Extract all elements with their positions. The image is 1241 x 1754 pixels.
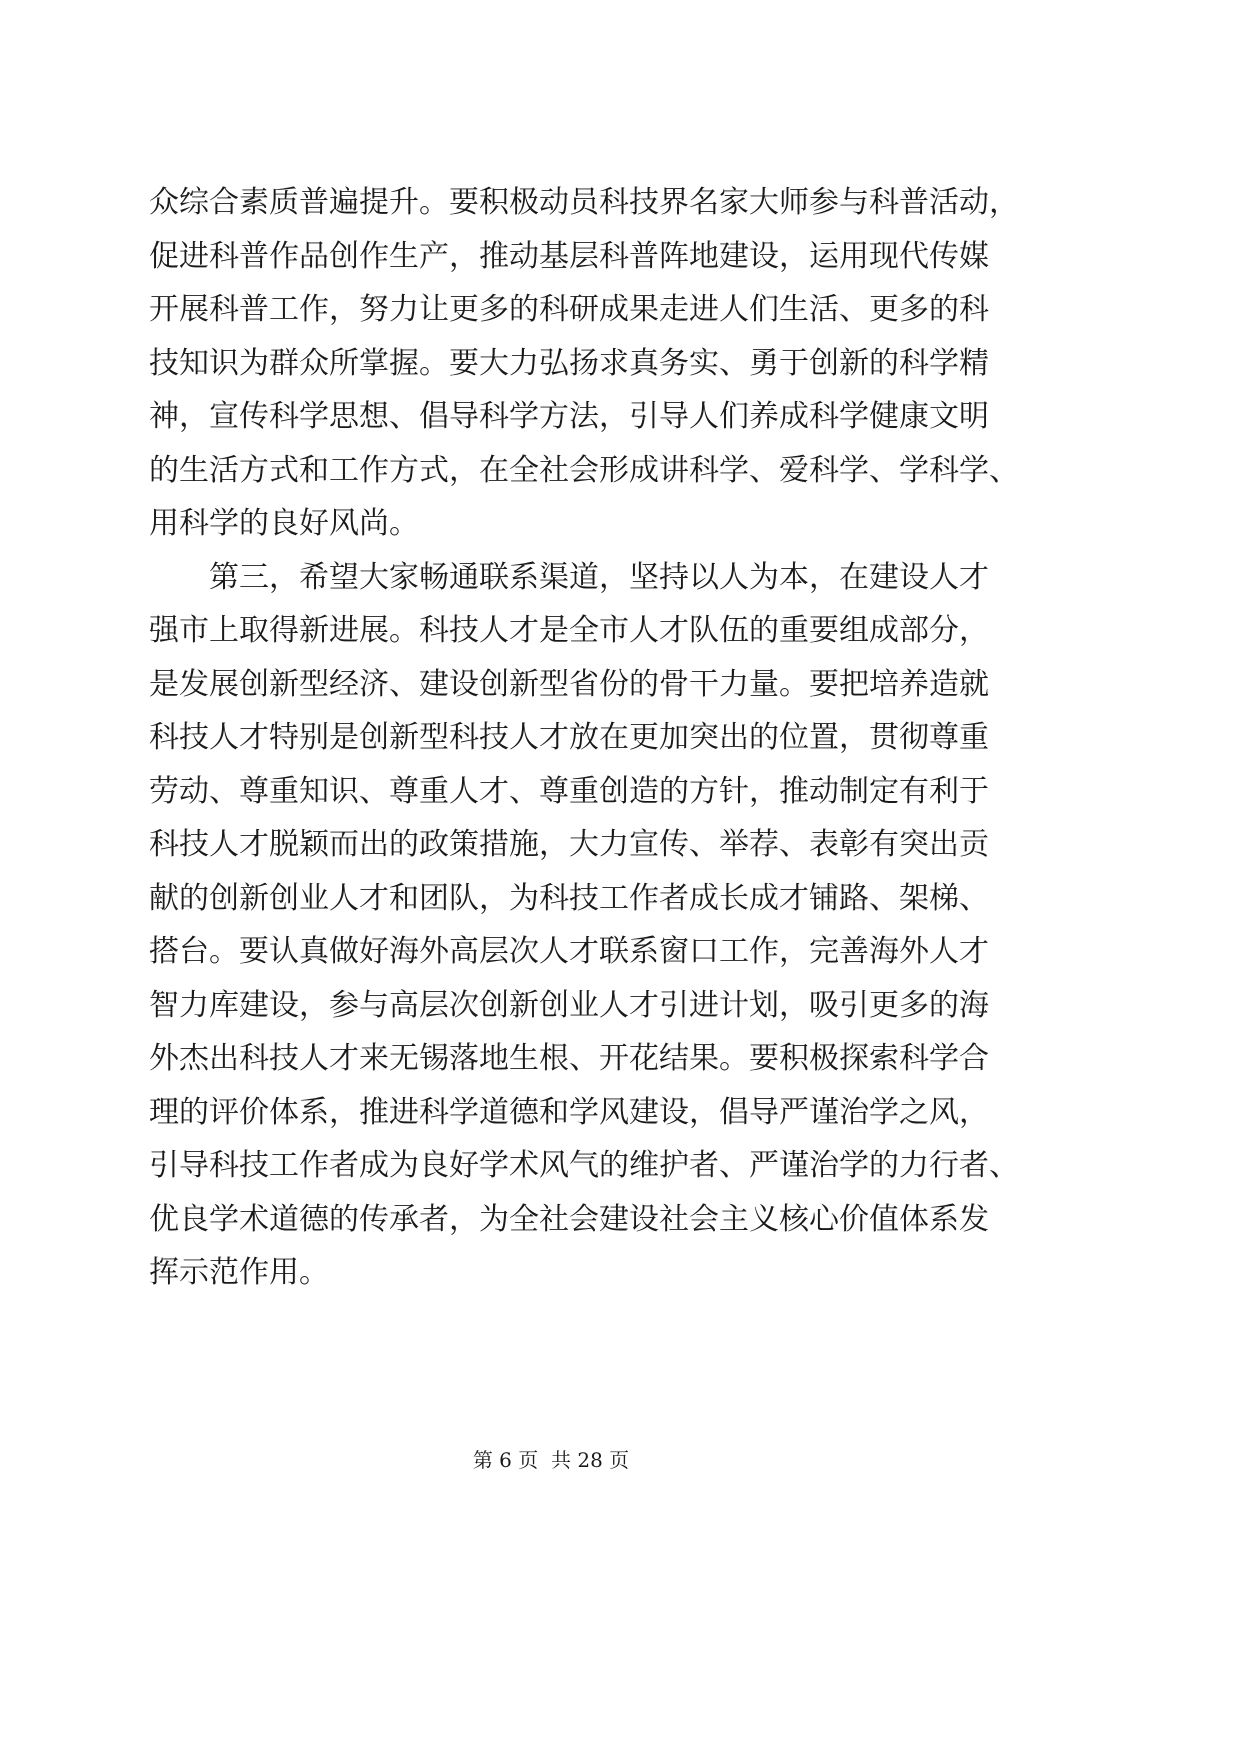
- text-line: 科技人才特别是创新型科技人才放在更加突出的位置，贯彻尊重: [149, 720, 989, 755]
- text-line: 强市上取得新进展。科技人才是全市人才队伍的重要组成部分，: [149, 613, 989, 648]
- text-line: 神，宣传科学思想、倡导科学方法，引导人们养成科学健康文明: [149, 399, 989, 434]
- text-line: 促进科普作品创作生产，推动基层科普阵地建设，运用现代传媒: [149, 238, 989, 274]
- text-line: 挥示范作用。: [149, 1255, 329, 1290]
- text-line: 第三，希望大家畅通联系渠道，坚持以人为本，在建设人才: [209, 559, 989, 595]
- text-line: 用科学的良好风尚。: [149, 506, 419, 541]
- text-line: 优良学术道德的传承者，为全社会建设社会主义核心价值体系发: [149, 1201, 989, 1237]
- paragraph-1: [149, 176, 1019, 551]
- text-line: 智力库建设，参与高层次创新创业人才引进计划，吸引更多的海: [149, 987, 989, 1023]
- page-footer: 第 6 页 共 28 页: [472, 1448, 630, 1472]
- text-line: 劳动、尊重知识、尊重人才、尊重创造的方针，推动制定有利于: [149, 773, 989, 809]
- text-line: 技知识为群众所掌握。要大力弘扬求真务实、勇于创新的科学精: [149, 345, 989, 381]
- text-line: 开展科普工作，努力让更多的科研成果走进人们生活、更多的科: [149, 292, 989, 327]
- text-line: 是发展创新型经济、建设创新型省份的骨干力量。要把培养造就: [149, 666, 989, 702]
- text-line: 科技人才脱颖而出的政策措施，大力宣传、举荐、表彰有突出贡: [149, 827, 989, 862]
- text-line: 外杰出科技人才来无锡落地生根、开花结果。要积极探索科学合: [149, 1041, 989, 1076]
- text-line: 献的创新创业人才和团队，为科技工作者成长成才铺路、架梯、: [149, 880, 989, 916]
- document-body: [149, 176, 1019, 1300]
- text-line: 的生活方式和工作方式，在全社会形成讲科学、爱科学、学科学、: [149, 452, 1019, 488]
- paragraph-2: [149, 551, 1019, 1300]
- text-line: 引导科技工作者成为良好学术风气的维护者、严谨治学的力行者、: [149, 1148, 1019, 1183]
- text-line: 搭台。要认真做好海外高层次人才联系窗口工作，完善海外人才: [149, 934, 989, 969]
- text-line: 理的评价体系，推进科学道德和学风建设，倡导严谨治学之风，: [149, 1094, 989, 1130]
- text-line: 众综合素质普遍提升。要积极动员科技界名家大师参与科普活动，: [149, 185, 1019, 220]
